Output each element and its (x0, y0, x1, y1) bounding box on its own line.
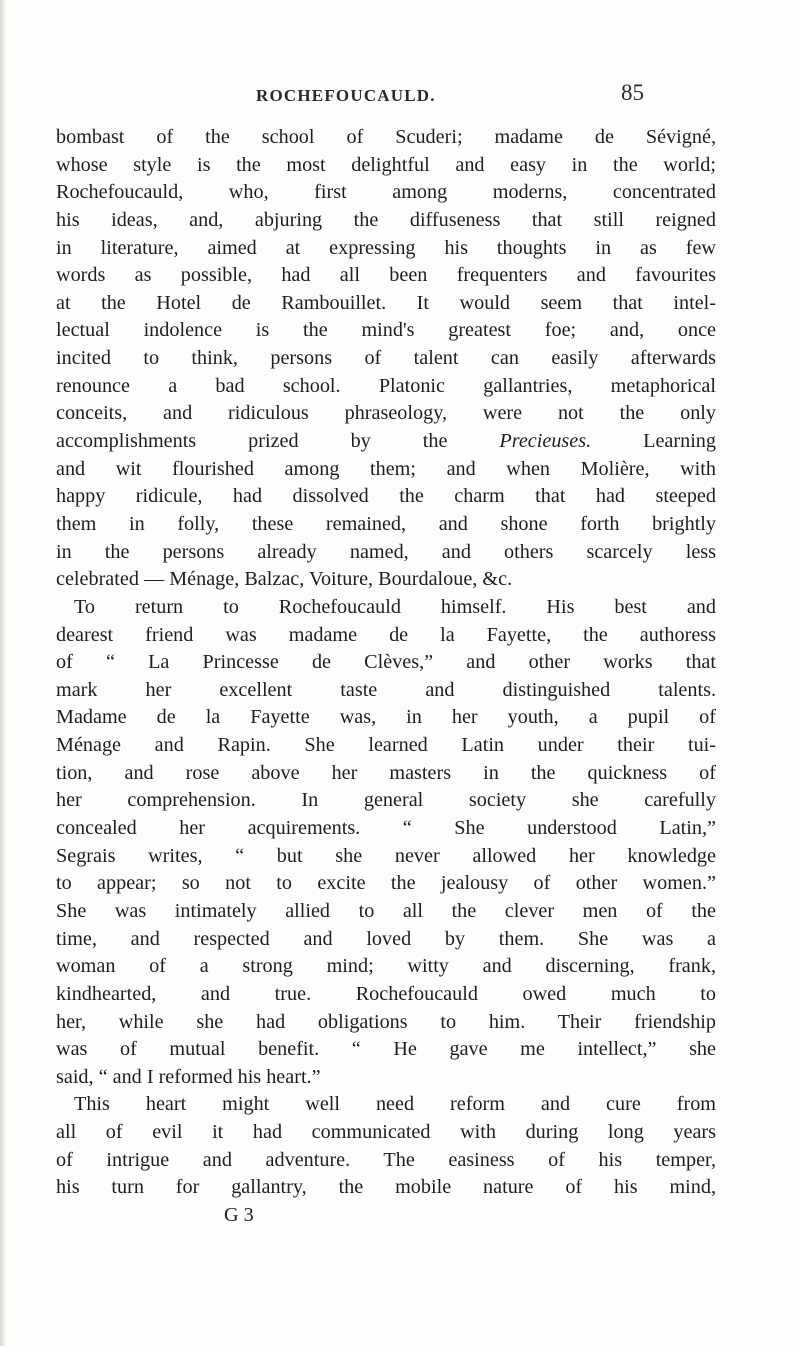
text-line: Madame de la Fayette was, in her youth, a pupil of (56, 706, 716, 729)
text-line: happy ridicule, had dissolved the charm that had steeped (56, 485, 716, 508)
text-line: mark her excellent taste and distinguished talents. (56, 678, 716, 701)
italic-term: Precieuses. (499, 430, 592, 453)
text-line: kindhearted, and true. Rochefoucauld owed much to (56, 982, 716, 1005)
text-line: renounce a bad school. Platonic gallantries, metaphorical (56, 374, 716, 397)
text-line: in the persons already named, and others scarcely less (56, 540, 716, 563)
text-line: in literature, aimed at expressing his thoughts in as few (56, 236, 716, 259)
paragraph-start-line: To return to Rochefoucauld himself. His best and (74, 595, 716, 618)
text-line: conceits, and ridiculous phraseology, were not the only (56, 402, 716, 425)
text-line: time, and respected and loved by them. She was a (56, 927, 716, 950)
running-head (70, 80, 770, 110)
text-line: Rochefoucauld, who, first among moderns, concentrated (56, 181, 716, 204)
text-line: of “ La Princesse de Clèves,” and other works that (56, 651, 716, 674)
text-line: tion, and rose above her masters in the quickness of (56, 761, 716, 784)
text-segment: accomplishments prized by the (56, 430, 448, 453)
text-line: them in folly, these remained, and shone forth brightly (56, 512, 716, 535)
text-line: his turn for gallantry, the mobile nature of his mind, (56, 1176, 716, 1199)
text-line: Segrais writes, “ but she never allowed her knowledge (56, 844, 716, 867)
text-line: her, while she had obligations to him. Their friendship (56, 1010, 716, 1033)
text-line: was of mutual benefit. “ He gave me intellect,” she (56, 1038, 716, 1061)
running-title: ROCHEFOUCAULD. (256, 86, 436, 105)
text-line: woman of a strong mind; witty and discerning, frank, (56, 955, 716, 978)
page-number: 85 (621, 80, 644, 105)
text-line: She was intimately allied to all the clever men of the (56, 899, 716, 922)
text-line: to appear; so not to excite the jealousy of other women.” (56, 872, 716, 895)
text-line: concealed her acquirements. “ She understood Latin,” (56, 817, 716, 840)
text-line: her comprehension. In general society she carefully (56, 789, 716, 812)
paragraph-start-line: This heart might well need reform and cure from (74, 1093, 716, 1116)
text-line: all of evil it had communicated with during long years (56, 1121, 716, 1144)
text-line: whose style is the most delightful and easy in the world; (56, 153, 716, 176)
text-line: his ideas, and, abjuring the diffuseness that still reigned (56, 208, 716, 231)
text-line: said, “ and I reformed his heart.” (56, 1065, 321, 1088)
text-line: Ménage and Rapin. She learned Latin under their tui- (56, 734, 716, 757)
text-line: bombast of the school of Scuderi; madame de Sévigné, (56, 126, 716, 148)
text-line-with-italic (56, 428, 716, 456)
page-gutter-shadow (0, 0, 6, 1346)
text-line: at the Hotel de Rambouillet. It would seem that intel- (56, 291, 716, 314)
signature-mark: G 3 (224, 1203, 254, 1226)
text-line: words as possible, had all been frequenters and favourites (56, 264, 716, 287)
text-line: incited to think, persons of talent can easily afterwards (56, 347, 716, 370)
text-line: of intrigue and adventure. The easiness of his temper, (56, 1148, 716, 1171)
text-line: lectual indolence is the mind's greatest foe; and, once (56, 319, 716, 342)
body-text (56, 124, 716, 1230)
text-line: and wit flourished among them; and when Molière, with (56, 457, 716, 480)
text-segment: Learning (643, 430, 716, 453)
text-line: dearest friend was madame de la Fayette, the authoress (56, 623, 716, 646)
text-line: celebrated — Ménage, Balzac, Voiture, Bourdaloue, &c. (56, 568, 513, 591)
